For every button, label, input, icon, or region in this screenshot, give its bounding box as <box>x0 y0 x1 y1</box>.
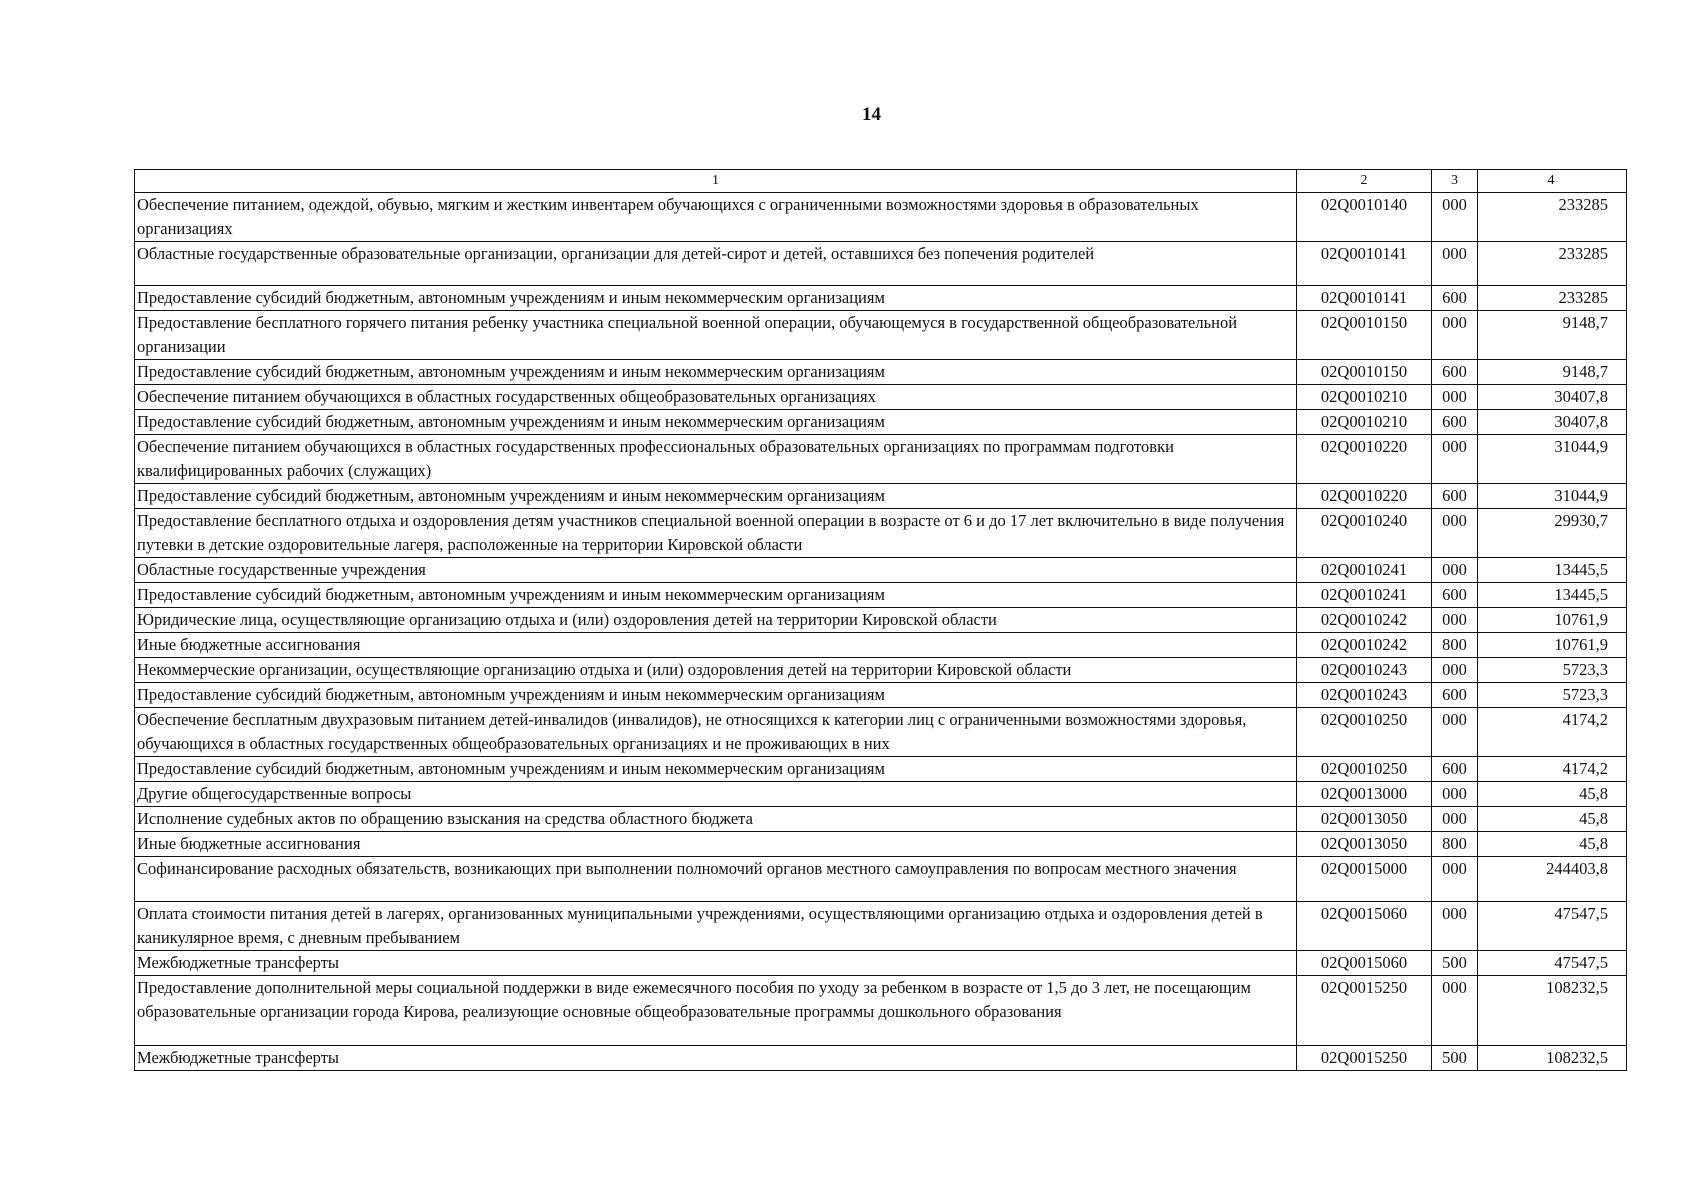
expense-type-cell: 000 <box>1432 435 1478 484</box>
target-code-cell: 02Q0010242 <box>1297 633 1432 658</box>
target-code-cell: 02Q0015060 <box>1297 902 1432 951</box>
target-code-cell: 02Q0015060 <box>1297 951 1432 976</box>
target-code-cell: 02Q0013050 <box>1297 832 1432 857</box>
expense-type-cell: 800 <box>1432 832 1478 857</box>
amount-cell: 9148,7 <box>1478 311 1627 360</box>
expense-type-cell: 000 <box>1432 558 1478 583</box>
expense-type-cell: 600 <box>1432 683 1478 708</box>
expense-type-cell: 600 <box>1432 757 1478 782</box>
expense-name-cell: Софинансирование расходных обязательств, возникающих при выполнении полномочий органов местного самоуправления по вопросам местного значения <box>135 857 1297 902</box>
amount-cell: 47547,5 <box>1478 902 1627 951</box>
expense-type-cell: 600 <box>1432 360 1478 385</box>
expense-name-cell: Предоставление субсидий бюджетным, автономным учреждениям и иным некоммерческим организациям <box>135 286 1297 311</box>
amount-cell: 233285 <box>1478 242 1627 286</box>
budget-table-container <box>134 169 1626 1071</box>
expense-name-cell: Обеспечение питанием обучающихся в областных государственных профессиональных образовательных организациях по программам подготовки квалифицированных рабочих (служащих) <box>135 435 1297 484</box>
amount-cell: 13445,5 <box>1478 583 1627 608</box>
expense-type-cell: 000 <box>1432 976 1478 1046</box>
amount-cell: 233285 <box>1478 193 1627 242</box>
amount-cell: 13445,5 <box>1478 558 1627 583</box>
table-row <box>135 683 1627 708</box>
expense-name-cell: Обеспечение питанием, одеждой, обувью, мягким и жестким инвентарем обучающихся с ограниченными возможностями здоровья в образовательных организациях <box>135 193 1297 242</box>
amount-cell: 30407,8 <box>1478 410 1627 435</box>
amount-cell: 45,8 <box>1478 782 1627 807</box>
target-code-cell: 02Q0010141 <box>1297 286 1432 311</box>
expense-name-cell: Оплата стоимости питания детей в лагерях, организованных муниципальными учреждениями, осуществляющими организацию отдыха и оздоровления детей в каникулярное время, с дневным пребыванием <box>135 902 1297 951</box>
target-code-cell: 02Q0010243 <box>1297 658 1432 683</box>
amount-cell: 233285 <box>1478 286 1627 311</box>
target-code-cell: 02Q0010140 <box>1297 193 1432 242</box>
page-number: 14 <box>862 104 881 125</box>
table-row <box>135 857 1627 902</box>
header-cell-4: 4 <box>1478 170 1627 193</box>
expense-name-cell: Обеспечение питанием обучающихся в областных государственных общеобразовательных организациях <box>135 385 1297 410</box>
target-code-cell: 02Q0010241 <box>1297 583 1432 608</box>
expense-name-cell: Другие общегосударственные вопросы <box>135 782 1297 807</box>
amount-cell: 4174,2 <box>1478 757 1627 782</box>
expense-type-cell: 000 <box>1432 608 1478 633</box>
expense-name-cell: Предоставление субсидий бюджетным, автономным учреждениям и иным некоммерческим организациям <box>135 757 1297 782</box>
amount-cell: 29930,7 <box>1478 509 1627 558</box>
table-row <box>135 435 1627 484</box>
expense-name-cell: Областные государственные образовательные организации, организации для детей-сирот и детей, оставшихся без попечения родителей <box>135 242 1297 286</box>
header-cell-2: 2 <box>1297 170 1432 193</box>
expense-type-cell: 600 <box>1432 484 1478 509</box>
amount-cell: 45,8 <box>1478 807 1627 832</box>
amount-cell: 4174,2 <box>1478 708 1627 757</box>
amount-cell: 31044,9 <box>1478 435 1627 484</box>
expense-name-cell: Предоставление субсидий бюджетным, автономным учреждениям и иным некоммерческим организациям <box>135 583 1297 608</box>
expense-type-cell: 000 <box>1432 385 1478 410</box>
target-code-cell: 02Q0015250 <box>1297 1046 1432 1071</box>
amount-cell: 5723,3 <box>1478 658 1627 683</box>
table-row <box>135 360 1627 385</box>
expense-name-cell: Предоставление бесплатного горячего питания ребенку участника специальной военной операции, обучающемуся в государственной общеобразовательной организации <box>135 311 1297 360</box>
expense-name-cell: Юридические лица, осуществляющие организацию отдыха и (или) оздоровления детей на территории Кировской области <box>135 608 1297 633</box>
table-row <box>135 757 1627 782</box>
table-row <box>135 633 1627 658</box>
target-code-cell: 02Q0010220 <box>1297 435 1432 484</box>
target-code-cell: 02Q0015000 <box>1297 857 1432 902</box>
table-row <box>135 1046 1627 1071</box>
expense-name-cell: Иные бюджетные ассигнования <box>135 633 1297 658</box>
expense-type-cell: 000 <box>1432 658 1478 683</box>
expense-type-cell: 600 <box>1432 583 1478 608</box>
table-row <box>135 242 1627 286</box>
table-header-row <box>135 170 1627 193</box>
target-code-cell: 02Q0010220 <box>1297 484 1432 509</box>
target-code-cell: 02Q0010242 <box>1297 608 1432 633</box>
expense-name-cell: Предоставление субсидий бюджетным, автономным учреждениям и иным некоммерческим организациям <box>135 410 1297 435</box>
table-row <box>135 385 1627 410</box>
expense-name-cell: Предоставление бесплатного отдыха и оздоровления детям участников специальной военной операции в возрасте от 6 и до 17 лет включительно в виде получения путевки в детские оздоровительные лагеря, расположенные на территории Кировской области <box>135 509 1297 558</box>
header-cell-3: 3 <box>1432 170 1478 193</box>
target-code-cell: 02Q0015250 <box>1297 976 1432 1046</box>
expense-name-cell: Предоставление субсидий бюджетным, автономным учреждениям и иным некоммерческим организациям <box>135 360 1297 385</box>
expense-type-cell: 000 <box>1432 807 1478 832</box>
target-code-cell: 02Q0010210 <box>1297 410 1432 435</box>
amount-cell: 244403,8 <box>1478 857 1627 902</box>
expense-type-cell: 800 <box>1432 633 1478 658</box>
table-row <box>135 832 1627 857</box>
target-code-cell: 02Q0010150 <box>1297 360 1432 385</box>
amount-cell: 45,8 <box>1478 832 1627 857</box>
expense-name-cell: Некоммерческие организации, осуществляющие организацию отдыха и (или) оздоровления детей на территории Кировской области <box>135 658 1297 683</box>
expense-type-cell: 000 <box>1432 708 1478 757</box>
target-code-cell: 02Q0010210 <box>1297 385 1432 410</box>
expense-name-cell: Исполнение судебных актов по обращению взыскания на средства областного бюджета <box>135 807 1297 832</box>
amount-cell: 10761,9 <box>1478 633 1627 658</box>
expense-name-cell: Предоставление субсидий бюджетным, автономным учреждениям и иным некоммерческим организациям <box>135 484 1297 509</box>
expense-name-cell: Предоставление субсидий бюджетным, автономным учреждениям и иным некоммерческим организациям <box>135 683 1297 708</box>
table-row <box>135 509 1627 558</box>
table-row <box>135 484 1627 509</box>
expense-type-cell: 600 <box>1432 410 1478 435</box>
table-row <box>135 583 1627 608</box>
target-code-cell: 02Q0010250 <box>1297 757 1432 782</box>
expense-name-cell: Иные бюджетные ассигнования <box>135 832 1297 857</box>
amount-cell: 9148,7 <box>1478 360 1627 385</box>
table-row <box>135 658 1627 683</box>
target-code-cell: 02Q0010240 <box>1297 509 1432 558</box>
table-row <box>135 286 1627 311</box>
header-cell-1: 1 <box>135 170 1297 193</box>
expense-type-cell: 000 <box>1432 311 1478 360</box>
expense-name-cell: Межбюджетные трансферты <box>135 951 1297 976</box>
table-row <box>135 193 1627 242</box>
budget-table <box>134 169 1627 1071</box>
amount-cell: 47547,5 <box>1478 951 1627 976</box>
target-code-cell: 02Q0013000 <box>1297 782 1432 807</box>
expense-type-cell: 000 <box>1432 509 1478 558</box>
table-row <box>135 558 1627 583</box>
target-code-cell: 02Q0013050 <box>1297 807 1432 832</box>
expense-type-cell: 000 <box>1432 242 1478 286</box>
expense-name-cell: Областные государственные учреждения <box>135 558 1297 583</box>
expense-type-cell: 000 <box>1432 193 1478 242</box>
budget-table-body <box>135 170 1627 1071</box>
expense-type-cell: 500 <box>1432 951 1478 976</box>
table-row <box>135 782 1627 807</box>
target-code-cell: 02Q0010141 <box>1297 242 1432 286</box>
table-row <box>135 951 1627 976</box>
amount-cell: 10761,9 <box>1478 608 1627 633</box>
expense-name-cell: Предоставление дополнительной меры социальной поддержки в виде ежемесячного пособия по уходу за ребенком в возрасте от 1,5 до 3 лет, не посещающим образовательные организации города Кирова, реализующие основные общеобразовательные программы дошкольного образования <box>135 976 1297 1046</box>
table-row <box>135 410 1627 435</box>
expense-type-cell: 500 <box>1432 1046 1478 1071</box>
target-code-cell: 02Q0010150 <box>1297 311 1432 360</box>
expense-name-cell: Межбюджетные трансферты <box>135 1046 1297 1071</box>
expense-type-cell: 000 <box>1432 902 1478 951</box>
amount-cell: 108232,5 <box>1478 1046 1627 1071</box>
expense-type-cell: 000 <box>1432 782 1478 807</box>
table-row <box>135 608 1627 633</box>
table-row <box>135 311 1627 360</box>
amount-cell: 108232,5 <box>1478 976 1627 1046</box>
target-code-cell: 02Q0010243 <box>1297 683 1432 708</box>
expense-type-cell: 600 <box>1432 286 1478 311</box>
target-code-cell: 02Q0010241 <box>1297 558 1432 583</box>
table-row <box>135 902 1627 951</box>
expense-name-cell: Обеспечение бесплатным двухразовым питанием детей-инвалидов (инвалидов), не относящихся к категории лиц с ограниченными возможностями здоровья, обучающихся в областных государственных общеобразовательных организациях и не проживающих в них <box>135 708 1297 757</box>
amount-cell: 31044,9 <box>1478 484 1627 509</box>
amount-cell: 30407,8 <box>1478 385 1627 410</box>
target-code-cell: 02Q0010250 <box>1297 708 1432 757</box>
amount-cell: 5723,3 <box>1478 683 1627 708</box>
expense-type-cell: 000 <box>1432 857 1478 902</box>
table-row <box>135 708 1627 757</box>
table-row <box>135 807 1627 832</box>
table-row <box>135 976 1627 1046</box>
